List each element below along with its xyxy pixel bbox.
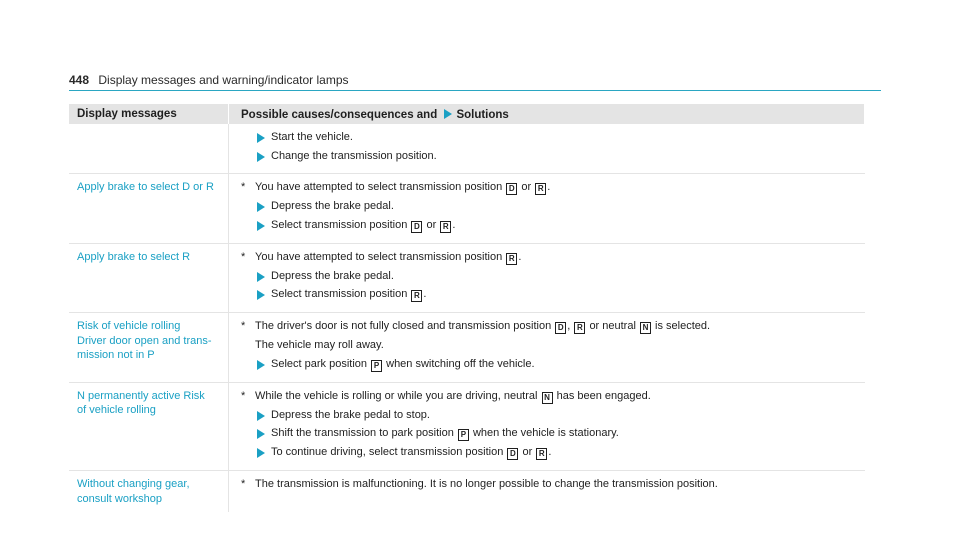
arrow-icon	[257, 448, 265, 458]
solution-step: Depress the brake pedal.	[241, 269, 857, 284]
solution-step: To continue driving, select transmission position D or R .	[241, 445, 857, 460]
cause-text: * The driver's door is not fully closed and transmission position D , R or neutral N is selected.	[241, 320, 711, 332]
display-message: Without changing gear,	[77, 478, 190, 490]
arrow-icon	[444, 109, 452, 119]
cause-text: * The transmission is malfunctioning. It is no longer possible to change the transmission position.	[241, 478, 718, 490]
table-row	[69, 243, 865, 313]
arrow-icon	[257, 202, 265, 212]
star-symbol: *	[241, 478, 246, 490]
gear-r-icon: R	[440, 221, 451, 233]
display-message: consult workshop	[77, 492, 162, 505]
gear-p-icon: P	[371, 360, 382, 372]
gear-r-icon: R	[536, 448, 547, 460]
display-messages-table	[69, 104, 865, 512]
page-title: Display messages and warning/indicator lamps	[98, 73, 349, 87]
solution-step: Select transmission position D or R .	[241, 218, 857, 233]
arrow-icon	[257, 152, 265, 162]
display-message: mission not in P	[77, 349, 155, 361]
cause-text: * You have attempted to select transmission position D or R .	[241, 181, 551, 193]
table-row	[69, 471, 865, 513]
gear-d-icon: D	[555, 322, 566, 334]
star-symbol: *	[241, 389, 246, 402]
header-rule	[69, 90, 881, 91]
gear-r-icon: R	[535, 183, 546, 195]
gear-n-icon: N	[542, 392, 553, 404]
solution-step: Depress the brake pedal.	[241, 199, 857, 214]
table-row	[69, 174, 865, 244]
star-symbol: *	[241, 250, 246, 263]
solution-step: Depress the brake pedal to stop.	[241, 408, 857, 423]
star-symbol: *	[241, 320, 246, 332]
gear-p-icon: P	[458, 429, 469, 441]
message-cell	[69, 174, 229, 244]
display-message: Apply brake to select R	[77, 250, 191, 263]
display-message: Risk of vehicle rolling	[77, 320, 181, 332]
causes-cell	[229, 471, 865, 513]
column-header-messages: Display messages	[69, 104, 229, 124]
message-cell	[69, 382, 229, 471]
cause-text: * While the vehicle is rolling or while you are driving, neutral N has been engaged.	[241, 389, 651, 402]
message-cell	[69, 313, 229, 383]
gear-r-icon: R	[506, 253, 517, 265]
arrow-icon	[257, 411, 265, 421]
arrow-icon	[257, 221, 265, 231]
solution-step: Select park position P when switching off the vehicle.	[241, 357, 857, 372]
header-causes-label: Possible causes/consequences and	[241, 108, 438, 121]
cause-text: * You have attempted to select transmission position R .	[241, 250, 522, 263]
gear-d-icon: D	[411, 221, 422, 233]
page-header	[69, 73, 349, 87]
star-symbol: *	[241, 181, 246, 193]
solution-step: Change the transmission position.	[241, 149, 857, 164]
column-header-causes	[229, 104, 865, 124]
message-cell	[69, 124, 229, 174]
display-message: Apply brake to select D or R	[77, 181, 214, 193]
header-solutions-label: Solutions	[456, 108, 509, 121]
arrow-icon	[257, 272, 265, 282]
arrow-icon	[257, 290, 265, 300]
table-row	[69, 313, 865, 383]
gear-d-icon: D	[506, 183, 517, 195]
note-text: The vehicle may roll away.	[255, 339, 384, 351]
causes-cell	[229, 313, 865, 383]
table-header-row	[69, 104, 865, 124]
display-message: N permanently active Risk	[77, 389, 205, 402]
message-cell	[69, 243, 229, 313]
arrow-icon	[257, 429, 265, 439]
table-row	[69, 124, 865, 174]
causes-cell	[229, 243, 865, 313]
display-message: of vehicle rolling	[77, 404, 156, 416]
causes-cell	[229, 382, 865, 471]
solution-step: Shift the transmission to park position P when the vehicle is stationary.	[241, 426, 857, 441]
message-cell	[69, 471, 229, 513]
solution-step: Select transmission position R .	[241, 287, 857, 302]
causes-cell	[229, 174, 865, 244]
gear-r-icon: R	[411, 290, 422, 302]
arrow-icon	[257, 360, 265, 370]
page-number: 448	[69, 73, 90, 87]
display-message: Driver door open and trans-	[77, 334, 212, 347]
solution-step: Start the vehicle.	[241, 130, 857, 145]
gear-r-icon: R	[574, 322, 585, 334]
gear-d-icon: D	[507, 448, 518, 460]
gear-n-icon: N	[640, 322, 651, 334]
causes-cell	[229, 124, 865, 174]
arrow-icon	[257, 133, 265, 143]
table-row	[69, 382, 865, 471]
